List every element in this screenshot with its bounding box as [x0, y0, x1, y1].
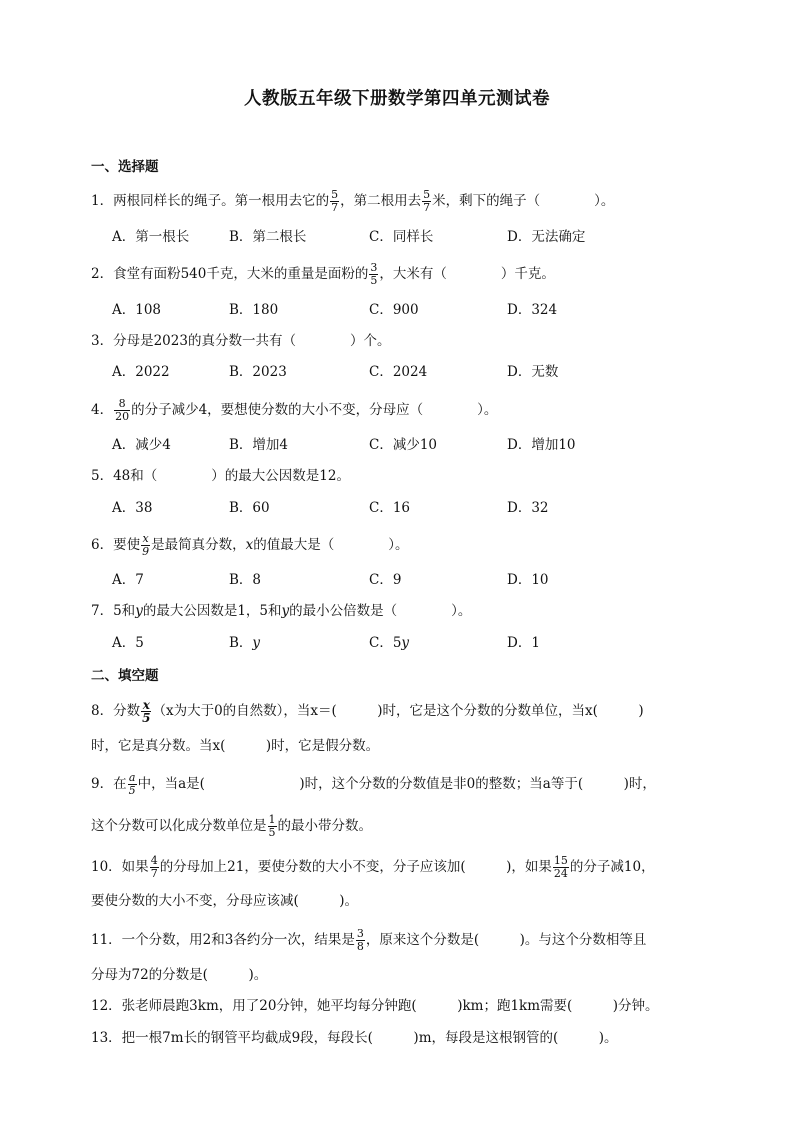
q10-text-b: 的分母加上21，要使分数的大小不变，分子应该加( )，如果: [159, 859, 552, 875]
q1-option-c[interactable]: C．同样长: [369, 229, 434, 245]
q4-fraction: [114, 398, 130, 423]
q7-option-a[interactable]: A．5: [112, 635, 144, 651]
q9-text-a: 9．在: [91, 776, 127, 792]
q2-fraction-numerator: 3: [370, 261, 378, 274]
question-11-line-2: 分母为72的分数是( )。: [91, 967, 268, 983]
q1-fraction-1: [330, 189, 339, 214]
q9-text-d: 的最小带分数。: [277, 818, 372, 834]
q10-text-c: 的分子减10，: [569, 859, 655, 875]
q5-option-d[interactable]: D．32: [507, 500, 549, 516]
q2-fraction: [369, 262, 378, 287]
q4-text-a: 4．: [91, 402, 114, 418]
question-5: 5．48和（ ）的最大公因数是12。: [91, 468, 350, 484]
q1-option-d[interactable]: D．无法确定: [507, 229, 586, 245]
q7-option-c[interactable]: [369, 633, 409, 653]
question-7: [91, 601, 471, 621]
q3-option-a[interactable]: A．2022: [112, 364, 170, 380]
q8-text-b: （x为大于0的自然数），当x＝( )时，它是这个分数的分数单位，当x( ): [152, 703, 644, 719]
q6-fraction: [141, 533, 150, 558]
q7-option-c-label: C．5: [369, 635, 402, 651]
q10-fraction-2: [553, 855, 569, 880]
q4-text-b: 的分子减少4，要想使分数的大小不变，分母应（ ）。: [131, 402, 498, 418]
q9-fraction-1-numerator: a: [128, 771, 136, 784]
q5-option-c[interactable]: C．16: [369, 500, 411, 516]
q11-fraction-denominator: 8: [356, 940, 364, 953]
q11-fraction-numerator: 3: [356, 927, 364, 940]
q11-text-b: ，原来这个分数是( )。与这个分数相等且: [365, 932, 647, 948]
q1-option-a[interactable]: A．第一根长: [112, 229, 190, 245]
q6-option-c[interactable]: C．9: [369, 572, 402, 588]
q9-fraction-1: [128, 772, 137, 797]
q1-options: [112, 227, 732, 247]
q1-text-b: ，第二根用去: [340, 193, 422, 209]
q2-text-b: ，大米有（ ）千克。: [379, 266, 555, 282]
question-12: 12．张老师晨跑3km，用了20分钟，她平均每分钟跑( )km；跑1km需要( )分钟。: [91, 998, 659, 1014]
question-4: [91, 398, 497, 423]
q4-option-c[interactable]: C．减少10: [369, 437, 438, 453]
q9-text-c: 这个分数可以化成分数单位是: [91, 818, 267, 834]
page-title: 人教版五年级下册数学第四单元测试卷: [244, 89, 550, 109]
q10-fraction-2-denominator: 24: [553, 867, 568, 880]
question-8: [91, 699, 644, 724]
section-heading-choice: 一、选择题: [91, 159, 159, 175]
q6-text-b: 是最简真分数，: [151, 537, 246, 553]
q4-fraction-numerator: 8: [114, 398, 130, 411]
q7-variable-2: y: [281, 603, 290, 619]
q5-option-a[interactable]: A．38: [112, 500, 153, 516]
q7-option-b-variable: y: [252, 635, 261, 651]
q6-fraction-numerator: x: [142, 532, 149, 545]
q2-text-a: 2．食堂有面粉540千克，大米的重量是面粉的: [91, 266, 369, 282]
q9-text-b: 中，当a是( )时，这个分数的分数值是非0的整数；当a等于( )时，: [137, 776, 656, 792]
q3-options: [112, 362, 732, 382]
q8-fraction: [141, 699, 151, 724]
q3-option-b[interactable]: B．2023: [229, 364, 287, 380]
q3-option-d[interactable]: D．无数: [507, 364, 559, 380]
q1-fraction-2-numerator: 5: [423, 188, 431, 201]
question-3: 3．分母是2023的真分数一共有（ ）个。: [91, 333, 391, 349]
q6-fraction-denominator: 9: [142, 545, 150, 558]
q10-fraction-1: [150, 855, 159, 880]
q1-text-c: 米，剩下的绳子（ ）。: [432, 193, 615, 209]
q2-option-b[interactable]: B．180: [229, 302, 279, 318]
question-10: [91, 855, 655, 880]
question-13: 13．把一根7m长的钢管平均截成9段，每段长( )m，每段是这根钢管的( )。: [91, 1030, 618, 1046]
q7-text-a: 7．5和: [91, 603, 136, 619]
q1-fraction-1-numerator: 5: [331, 188, 339, 201]
q10-fraction-1-denominator: 7: [150, 867, 158, 880]
q4-option-d[interactable]: D．增加10: [507, 437, 576, 453]
question-9-line-2: [91, 814, 372, 839]
q7-option-d[interactable]: D．1: [507, 635, 540, 651]
q8-fraction-denominator: 5: [142, 711, 151, 725]
q6-option-b[interactable]: B．8: [229, 572, 262, 588]
q7-text-b: 的最大公因数是1，5和: [142, 603, 282, 619]
question-6: [91, 533, 408, 558]
q2-option-d[interactable]: D．324: [507, 302, 558, 318]
q1-text-a: 1．两根同样长的绳子。第一根用去它的: [91, 193, 330, 209]
question-2: [91, 262, 555, 287]
q5-option-b[interactable]: B．60: [229, 500, 270, 516]
q7-option-b[interactable]: [229, 633, 260, 653]
q9-fraction-1-denominator: 5: [128, 784, 136, 797]
question-1: [91, 189, 614, 214]
q9-fraction-2: [268, 814, 277, 839]
q11-text-a: 11．一个分数，用2和3各约分一次，结果是: [91, 932, 355, 948]
q10-fraction-1-numerator: 4: [150, 854, 158, 867]
q1-fraction-2: [422, 189, 431, 214]
q8-text-a: 8．分数: [91, 703, 141, 719]
q7-text-c: 的最小公倍数是（ ）。: [289, 603, 472, 619]
q6-option-a[interactable]: A．7: [112, 572, 144, 588]
q9-fraction-2-numerator: 1: [268, 813, 276, 826]
q5-options: [112, 498, 732, 518]
q6-options: [112, 570, 732, 590]
q8-fraction-numerator: x: [142, 698, 150, 712]
q7-option-b-label: B．: [229, 635, 253, 651]
q2-options: [112, 300, 732, 320]
q6-text-c: 的值最大是（ ）。: [253, 537, 409, 553]
q10-fraction-2-numerator: 15: [553, 854, 568, 867]
q4-option-a[interactable]: A．减少4: [112, 437, 171, 453]
section-heading-fill: 二、填空题: [91, 668, 159, 684]
q2-option-c[interactable]: C．900: [369, 302, 419, 318]
q7-option-c-variable: y: [401, 635, 410, 651]
q9-fraction-2-denominator: 5: [268, 826, 276, 839]
q10-text-a: 10．如果: [91, 859, 149, 875]
q6-text-a: 6．要使: [91, 537, 141, 553]
question-8-line-2: 时，它是真分数。当x( )时，它是假分数。: [91, 738, 380, 754]
q1-fraction-2-denominator: 7: [423, 201, 431, 214]
question-10-line-2: 要使分数的大小不变，分母应该减( )。: [91, 893, 359, 909]
q4-options: [112, 435, 732, 455]
q2-option-a[interactable]: A．108: [112, 302, 162, 318]
question-9: [91, 772, 656, 797]
q7-options: [112, 633, 732, 653]
q6-option-d[interactable]: D．10: [507, 572, 549, 588]
q4-fraction-denominator: 20: [115, 410, 130, 423]
q7-variable-1: y: [135, 603, 143, 619]
q4-option-b[interactable]: B．增加4: [229, 437, 289, 453]
q11-fraction: [356, 928, 365, 953]
q1-option-b[interactable]: B．第二根长: [229, 229, 307, 245]
q3-option-c[interactable]: C．2024: [369, 364, 428, 380]
q2-fraction-denominator: 5: [370, 274, 378, 287]
q1-fraction-1-denominator: 7: [331, 201, 339, 214]
q6-variable: x: [245, 537, 254, 553]
question-11: [91, 928, 646, 953]
